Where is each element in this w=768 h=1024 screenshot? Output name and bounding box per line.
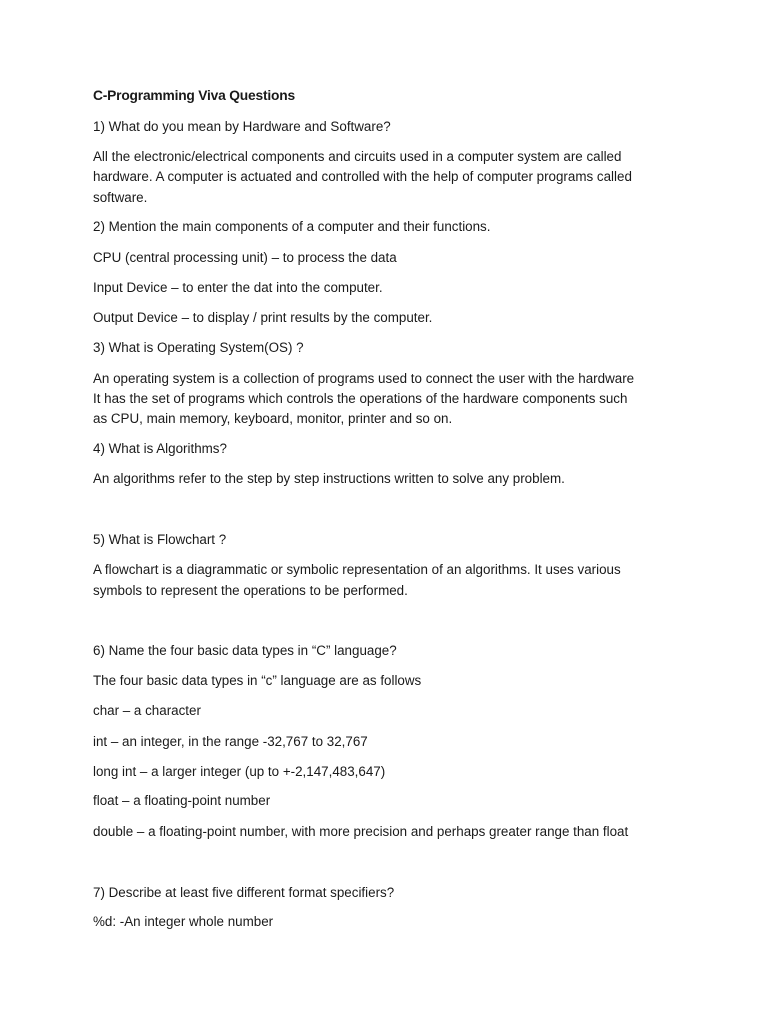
answer-line: Input Device – to enter the dat into the computer. xyxy=(93,280,383,295)
answer-line: An algorithms refer to the step by step instructions written to solve any problem. xyxy=(93,471,565,486)
question-1: 1) What do you mean by Hardware and Software? xyxy=(93,119,391,134)
answer-line: An operating system is a collection of programs used to connect the user with the hardware xyxy=(93,371,635,386)
answer-line: as CPU, main memory, keyboard, monitor, printer and so on. xyxy=(93,411,453,426)
answer-line: symbols to represent the operations to be performed. xyxy=(93,583,408,598)
question-4: 4) What is Algorithms? xyxy=(93,441,227,456)
answer-line: %d: -An integer whole number xyxy=(93,914,274,929)
answer-line: The four basic data types in “c” language are as follows xyxy=(93,673,422,688)
answer-line: software. xyxy=(93,190,148,205)
answer-line: float – a floating-point number xyxy=(93,793,271,808)
answer-line: It has the set of programs which controls the operations of the hardware components such xyxy=(93,391,628,406)
question-2: 2) Mention the main components of a computer and their functions. xyxy=(93,219,491,234)
answer-line: hardware. A computer is actuated and controlled with the help of computer programs called xyxy=(93,169,632,184)
question-5: 5) What is Flowchart ? xyxy=(93,532,227,547)
document-title: C-Programming Viva Questions xyxy=(93,88,295,103)
answer-line: long int – a larger integer (up to +-2,147,483,647) xyxy=(93,764,386,779)
answer-line: Output Device – to display / print results by the computer. xyxy=(93,310,433,325)
question-6: 6) Name the four basic data types in “C” language? xyxy=(93,643,397,658)
question-7: 7) Describe at least five different format specifiers? xyxy=(93,885,395,900)
answer-line: A flowchart is a diagrammatic or symbolic representation of an algorithms. It uses various xyxy=(93,562,621,577)
answer-line: CPU (central processing unit) – to process the data xyxy=(93,250,397,265)
question-3: 3) What is Operating System(OS) ? xyxy=(93,340,304,355)
answer-line: double – a floating-point number, with more precision and perhaps greater range than float xyxy=(93,824,629,839)
answer-line: All the electronic/electrical components and circuits used in a computer system are called xyxy=(93,149,622,164)
answer-line: char – a character xyxy=(93,703,201,718)
answer-line: int – an integer, in the range -32,767 to 32,767 xyxy=(93,734,368,749)
